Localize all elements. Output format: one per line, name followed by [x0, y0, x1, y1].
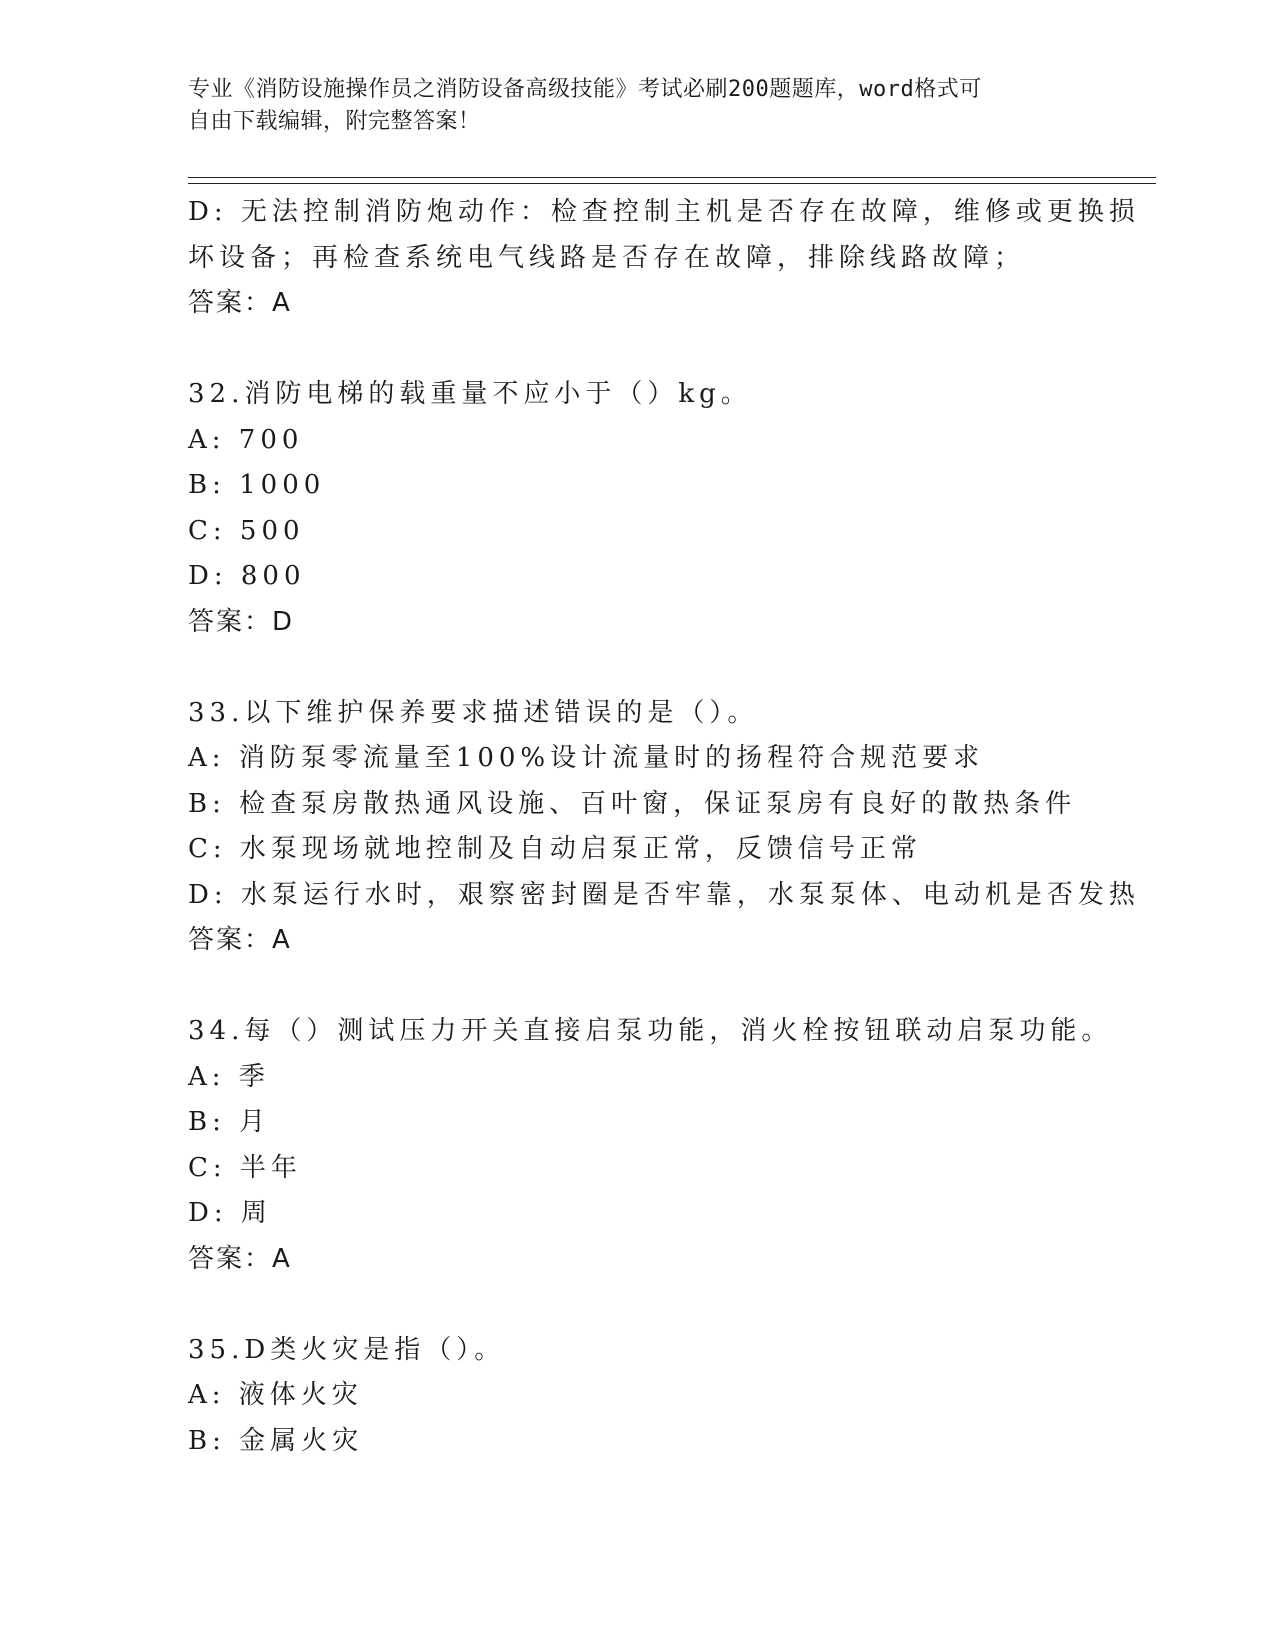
- option-c: C: 500: [188, 515, 305, 546]
- option-c: C: 半年: [188, 1152, 302, 1183]
- header-line-2: 自由下载编辑，附完整答案！: [188, 109, 481, 134]
- document-body: [188, 190, 1140, 1464]
- option-b: B: 月: [188, 1107, 271, 1137]
- option-a: A: 消防泵零流量至100%设计流量时的扬程符合规范要求: [188, 743, 985, 773]
- answer: 答案：A: [188, 1243, 292, 1274]
- option-d: D: 周: [188, 1198, 272, 1228]
- option-c: C: 水泵现场就地控制及自动启泵正常，反馈信号正常: [188, 834, 922, 864]
- question-stem: 32.消防电梯的载重量不应小于（）kg。: [188, 379, 752, 409]
- spacer: [188, 964, 1108, 1010]
- spacer: [188, 327, 1108, 373]
- question-35: [188, 1328, 1108, 1465]
- question-33: [188, 691, 1140, 964]
- option-b: B: 1000: [188, 470, 326, 500]
- question-34: [188, 1009, 1113, 1282]
- option-d: D: 水泵运行水时，艰察密封圈是否牢靠，水泵泵体、电动机是否发热: [188, 879, 1140, 910]
- question-31-tail: [188, 190, 1140, 327]
- option-a: A: 液体火灾: [188, 1380, 363, 1410]
- spacer: [188, 645, 1108, 691]
- header-divider-bottom: [188, 183, 1156, 184]
- document-header: [188, 74, 1088, 138]
- header-divider-top: [188, 177, 1156, 178]
- option-b: B: 金属火灾: [188, 1425, 364, 1456]
- answer: 答案：A: [188, 925, 292, 955]
- option-b: B: 检查泵房散热通风设施、百叶窗，保证泵房有良好的散热条件: [188, 788, 1077, 819]
- question-stem: 34.每（）测试压力开关直接启泵功能，消火栓按钮联动启泵功能。: [188, 1016, 1113, 1046]
- question-stem: 33.以下维护保养要求描述错误的是（）。: [188, 697, 759, 728]
- spacer: [188, 1282, 1108, 1328]
- header-line-1: 专业《消防设施操作员之消防设备高级技能》考试必刷200题题库，word格式可: [188, 77, 982, 102]
- option-d: D: 无法控制消防炮动作：检查控制主机是否存在故障，维修或更换损: [188, 197, 1140, 227]
- answer: 答案：D: [188, 606, 295, 637]
- option-d-continued: 坏设备；再检查系统电气线路是否存在故障，排除线路故障；: [188, 242, 1026, 273]
- option-d: D: 800: [188, 561, 306, 591]
- option-a: A: 季: [188, 1061, 270, 1092]
- option-a: A: 700: [188, 424, 304, 455]
- answer: 答案：A: [188, 288, 292, 318]
- question-32: [188, 372, 1108, 645]
- question-stem: 35.D类火灾是指（）。: [188, 1334, 506, 1365]
